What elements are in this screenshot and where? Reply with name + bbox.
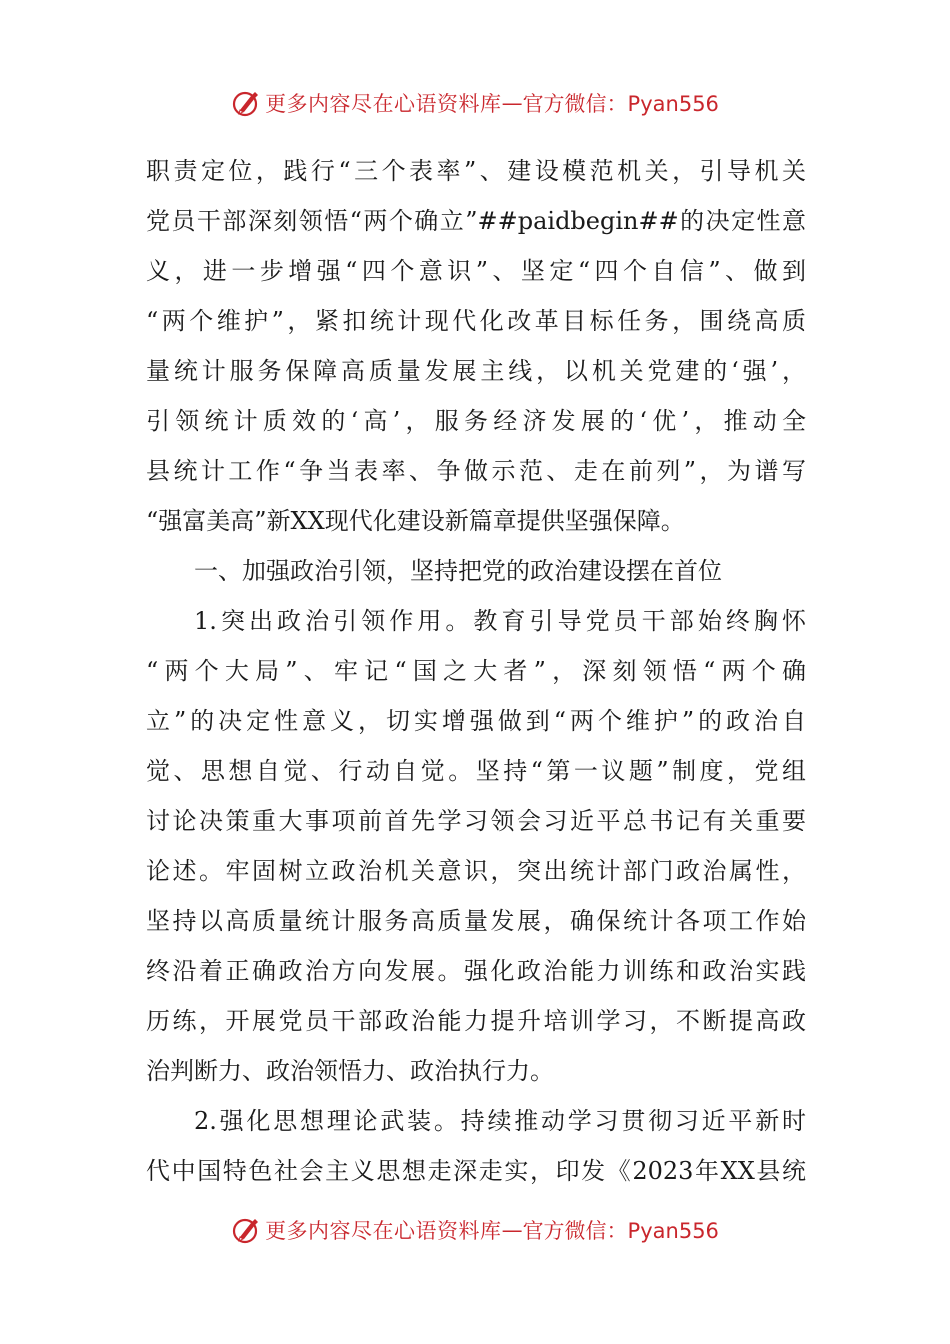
paragraph-line: 引领统计质效的‘高’，服务经济发展的‘优’，推动全 [146, 407, 806, 435]
section-heading: 一、加强政治引领，坚持把党的政治建设摆在首位 [194, 557, 722, 585]
footer-banner [0, 1210, 950, 1250]
banner-text: 更多内容尽在心语资料库 [265, 92, 502, 116]
paragraph-line: 义，进一步增强“四个意识”、坚定“四个自信”、做到 [146, 257, 806, 285]
paragraph-line: “两个维护”，紧扣统计现代化改革目标任务，围绕高质 [146, 307, 806, 335]
banner-text: 更多内容尽在心语资料库 [265, 1219, 502, 1243]
paragraph-line: 立”的决定性意义，切实增强做到“两个维护”的政治自 [146, 707, 806, 735]
banner-wechat: 官方微信：Pyan556 [522, 92, 719, 116]
paragraph-line: 党员干部深刻领悟“两个确立”##paidbegin##的决定性意 [146, 207, 806, 235]
paragraph-line: 代中国特色社会主义思想走深走实，印发《2023年XX县统 [146, 1157, 806, 1185]
header-banner [0, 83, 950, 123]
paragraph-line: 终沿着正确政治方向发展。强化政治能力训练和政治实践 [146, 957, 806, 985]
banner-wechat: 官方微信：Pyan556 [522, 1219, 719, 1243]
paragraph-line: “强富美高”新XX现代化建设新篇章提供坚强保障。 [146, 507, 685, 535]
paragraph-line: 县统计工作“争当表率、争做示范、走在前列”，为谱写 [146, 457, 806, 485]
paragraph-line: “两个大局”、牢记“国之大者”，深刻领悟“两个确 [146, 657, 806, 685]
pen-circle-logo-icon [231, 88, 261, 118]
banner-separator: — [501, 1218, 523, 1242]
paragraph-line: 2.强化思想理论武装。持续推动学习贯彻习近平新时 [194, 1107, 806, 1135]
pen-circle-logo-icon [231, 1215, 261, 1245]
paragraph-line: 坚持以高质量统计服务高质量发展，确保统计各项工作始 [146, 907, 806, 935]
paragraph-line: 觉、思想自觉、行动自觉。坚持“第一议题”制度，党组 [146, 757, 806, 785]
document-body [146, 146, 806, 1196]
paragraph-line: 历练，开展党员干部政治能力提升培训学习，不断提高政 [146, 1007, 806, 1035]
paragraph-line: 职责定位，践行“三个表率”、建设模范机关，引导机关 [146, 157, 806, 185]
paragraph-line: 1.突出政治引领作用。教育引导党员干部始终胸怀 [194, 607, 806, 635]
paragraph-line: 量统计服务保障高质量发展主线，以机关党建的‘强’， [146, 357, 806, 385]
paragraph-line: 治判断力、政治领悟力、政治执行力。 [146, 1057, 554, 1085]
paragraph-line: 论述。牢固树立政治机关意识，突出统计部门政治属性， [146, 857, 806, 885]
banner-separator: — [501, 91, 523, 115]
paragraph-line: 讨论决策重大事项前首先学习领会习近平总书记有关重要 [146, 807, 806, 835]
